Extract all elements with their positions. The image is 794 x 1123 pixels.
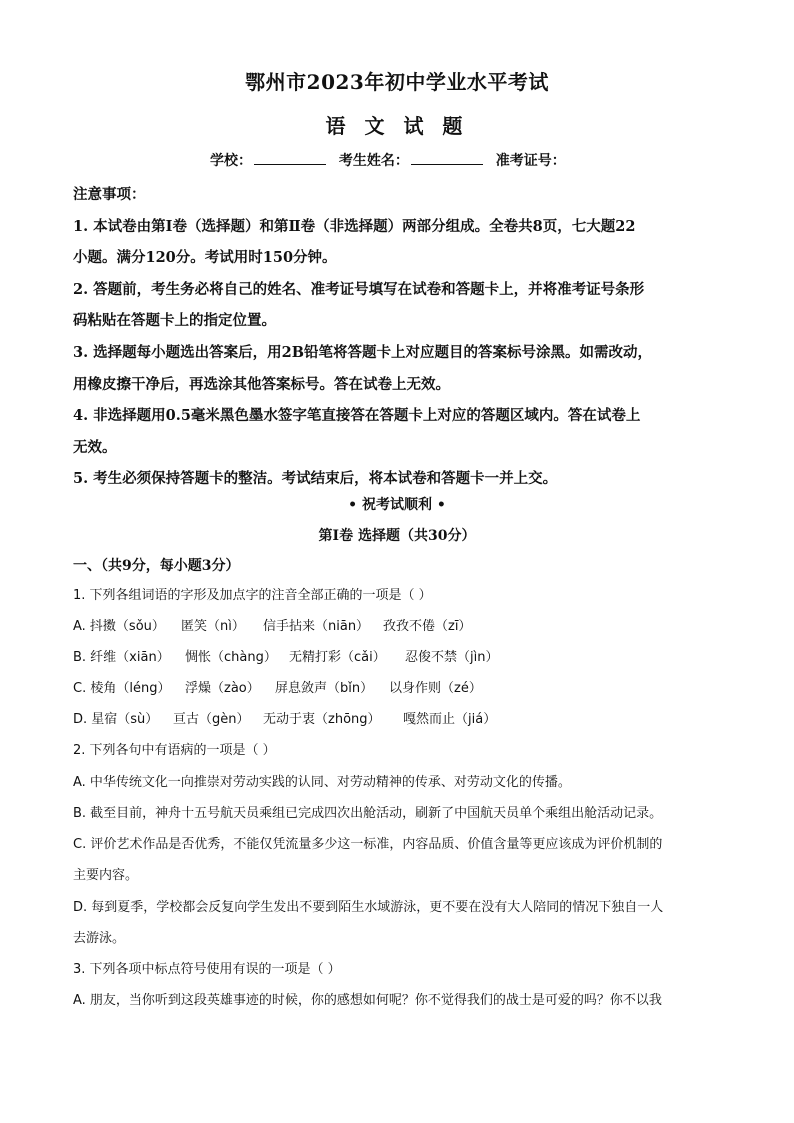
option-part: 信手拈来（niān）: [263, 619, 370, 634]
part-title: 第Ⅰ卷 选择题（共30分）: [318, 528, 476, 544]
option-part: C. 棱角（léng）: [73, 681, 171, 696]
option-part: 匿笑（nì）: [181, 619, 245, 634]
option-part: 浮燥（zào）: [185, 681, 260, 696]
option-part: 嘎然而止（jiá）: [403, 712, 497, 727]
name-label: 考生姓名：: [338, 153, 409, 169]
subject-title: 语 文 试 题: [325, 114, 469, 138]
q2-line: D. 每到夏季，学校都会反复向学生发出不要到陌生水域游泳，更不要在没有大人陪同的情况下独自一人: [73, 900, 664, 915]
option-part: B. 纤维（xiān）: [73, 650, 170, 665]
candidate-info: [210, 150, 566, 170]
q1-option-d: [73, 710, 496, 730]
q1-option-a: [73, 617, 471, 637]
option-part: 无动于衷（zhōng）: [263, 712, 381, 727]
option-part: 孜孜不倦（zī）: [383, 619, 472, 634]
option-part: 无精打彩（cǎi）: [289, 650, 386, 665]
q2-line: C. 评价艺术作品是否优秀，不能仅凭流量多少这一标准，内容品质、价值含量等更应该成为评价机制的: [73, 837, 663, 852]
notice-line: 2. 答题前，考生务必将自己的姓名、准考证号填写在试卷和答题卡上，并将准考证号条形: [73, 280, 645, 298]
notice-line: 1. 本试卷由第Ⅰ卷（选择题）和第Ⅱ卷（非选择题）两部分组成。全卷共8页，七大题22: [73, 217, 636, 235]
q2-line: 主要内容。: [73, 868, 139, 883]
q2-line: A. 中华传统文化一向推崇对劳动实践的认同、对劳动精神的传承、对劳动文化的传播。: [73, 775, 571, 790]
q3-stem: 3. 下列各项中标点符号使用有误的一项是（ ）: [73, 962, 341, 977]
notice-line: 小题。满分120分。考试用时150分钟。: [73, 249, 337, 267]
notice-line: 无效。: [73, 438, 117, 456]
notice-line: 用橡皮擦干净后，再选涂其他答案标号。答在试卷上无效。: [73, 375, 450, 393]
option-part: 忍俊不禁（jìn）: [405, 650, 499, 665]
q1-stem: 1. 下列各组词语的字形及加点字的注音全部正确的一项是（ ）: [73, 588, 432, 603]
option-part: 惆怅（chàng）: [185, 650, 277, 665]
exam-title: 鄂州市2023年初中学业水平考试: [245, 70, 549, 94]
notice-block: [73, 179, 723, 495]
q2-stem: 2. 下列各句中有语病的一项是（ ）: [73, 743, 276, 758]
wish-line: • 祝考试顺利 •: [348, 497, 446, 513]
option-part: D. 星宿（sù）: [73, 712, 159, 727]
notice-line: 3. 选择题每小题选出答案后，用2B铅笔将答题卡上对应题目的答案标号涂黑。如需改动，: [73, 343, 653, 361]
option-part: A. 抖擞（sǒu）: [73, 619, 165, 634]
option-part: 屏息敛声（bǐn）: [275, 681, 374, 696]
name-blank: [411, 152, 483, 165]
notice-line: 码粘贴在答题卡上的指定位置。: [73, 312, 276, 330]
notice-line: 4. 非选择题用0.5毫米黑色墨水签字笔直接答在答题卡上对应的答题区域内。答在试卷上: [73, 407, 641, 425]
school-blank: [254, 152, 326, 165]
option-part: 亘古（gèn）: [173, 712, 250, 727]
q3-line: A. 朋友，当你听到这段英雄事迹的时候，你的感想如何呢？你不觉得我们的战士是可爱的吗？你不以我: [73, 993, 662, 1008]
q2-line: B. 截至目前，神舟十五号航天员乘组已完成四次出舱活动，刷新了中国航天员单个乘组出舱活动记录。: [73, 806, 663, 821]
notice-heading: 注意事项：: [73, 186, 146, 203]
q2-line: 去游泳。: [73, 931, 126, 946]
section-title: 一、（共9分，每小题3分）: [73, 558, 240, 574]
q1-option-c: [73, 679, 482, 699]
q1-option-b: [73, 648, 498, 668]
id-label: 准考证号：: [495, 153, 566, 169]
school-label: 学校：: [210, 153, 252, 169]
option-part: 以身作则（zé）: [389, 681, 482, 696]
notice-line: 5. 考生必须保持答题卡的整洁。考试结束后，将本试卷和答题卡一并上交。: [73, 470, 558, 488]
